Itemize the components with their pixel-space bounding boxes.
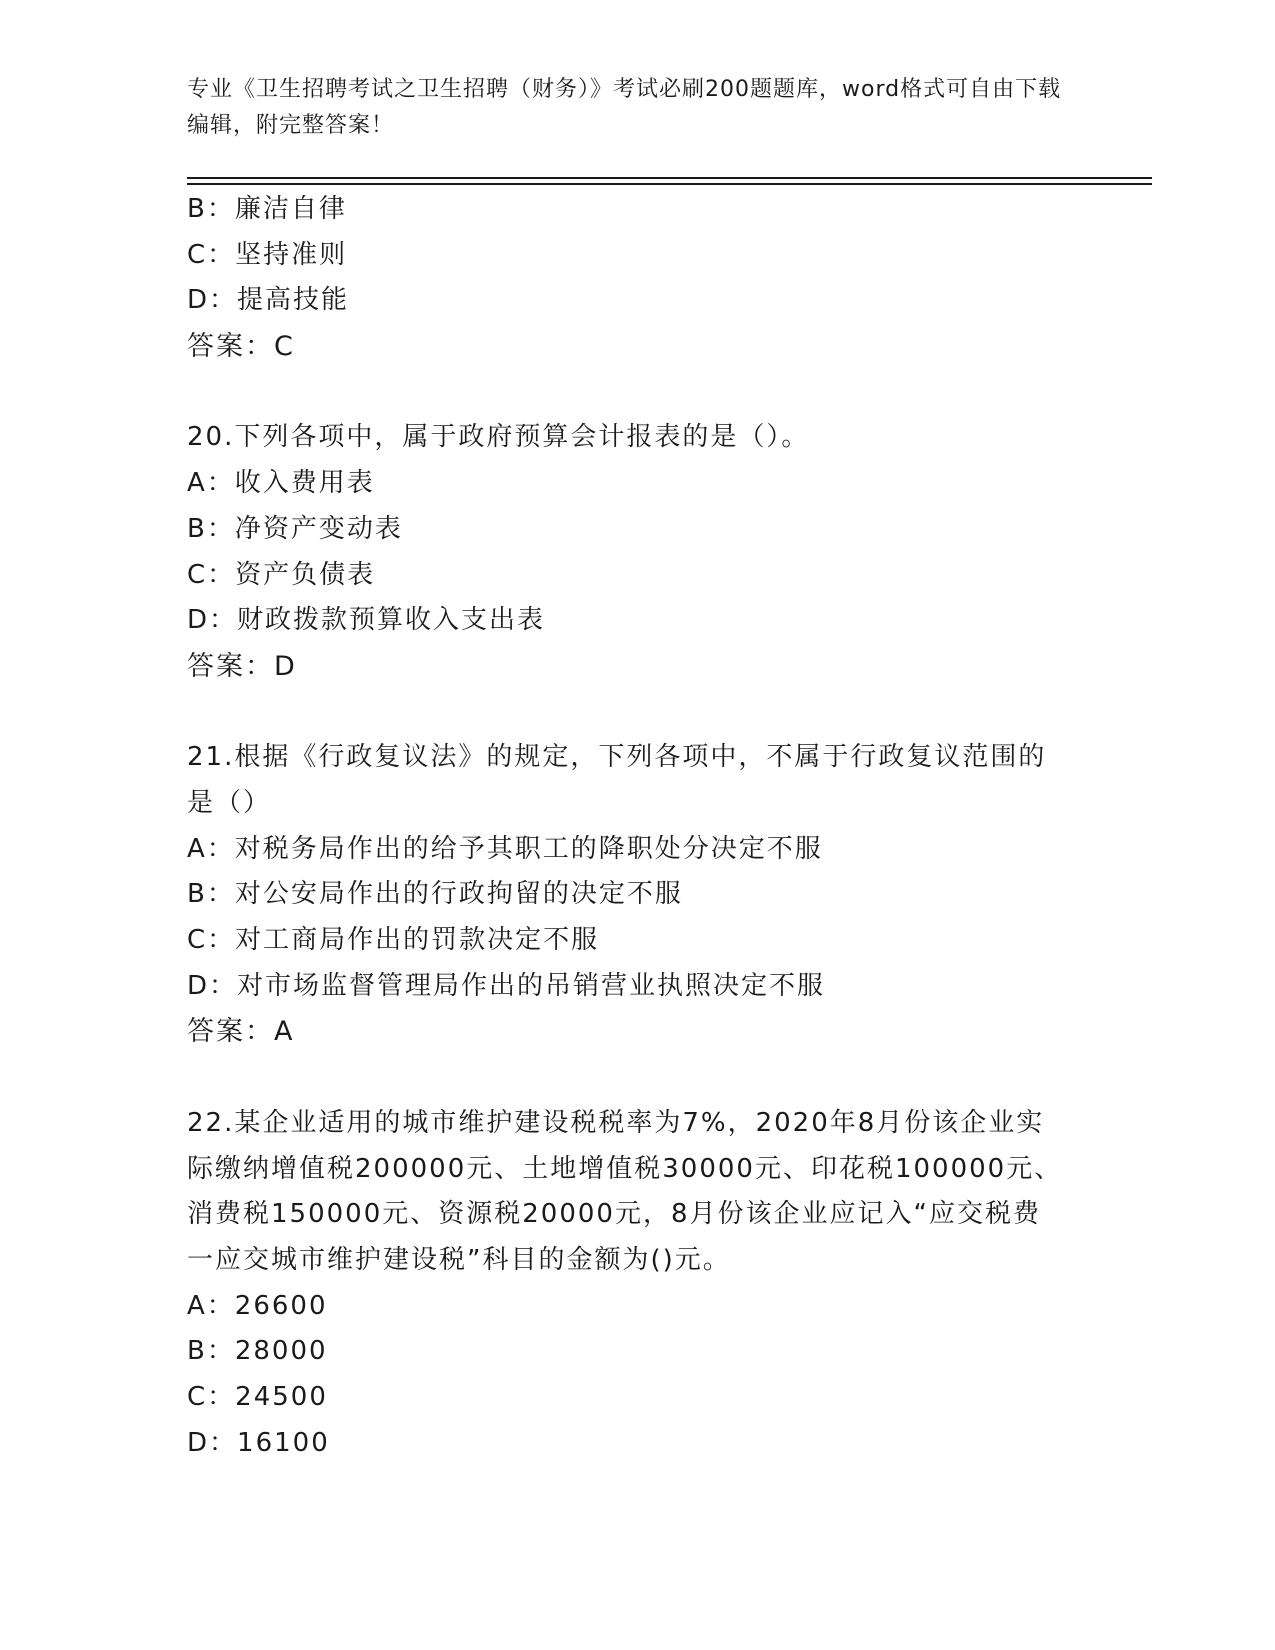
question-list: [187, 187, 1067, 1466]
spacer: [187, 370, 1067, 416]
option-a: A：对税务局作出的给予其职工的降职处分决定不服: [187, 833, 823, 864]
answer-19: 答案：C: [187, 331, 295, 363]
option-c: C：对工商局作出的罚款决定不服: [187, 925, 600, 956]
option-a: A：收入费用表: [187, 468, 375, 499]
option-c: C：资产负债表: [187, 559, 376, 590]
question-19-tail: [187, 187, 1067, 370]
spacer: [187, 1055, 1067, 1101]
option-c: C：坚持准则: [187, 239, 348, 270]
question-21: [187, 735, 1067, 1055]
option-b: B：净资产变动表: [187, 513, 403, 544]
option-d: D：16100: [187, 1427, 330, 1458]
option-b: B：28000: [187, 1336, 328, 1367]
header-divider-bottom: [187, 183, 1152, 185]
question-22: [187, 1101, 1067, 1467]
answer-20: 答案：D: [187, 650, 297, 682]
option-a: A：26600: [187, 1290, 328, 1321]
question-stem: 22.某企业适用的城市维护建设税税率为7%，2020年8月份该企业实际缴纳增值税200000元、土地增值税30000元、印花税100000元、消费税150000元、资源税20000元，8月份该企业应记入“应交税费一应交城市维护建设税”科目的金额为()元。: [187, 1107, 1063, 1275]
option-d: D：财政拨款预算收入支出表: [187, 605, 546, 636]
option-c: C：24500: [187, 1381, 328, 1412]
option-b: B：对公安局作出的行政拘留的决定不服: [187, 879, 683, 910]
option-d: D：对市场监督管理局作出的吊销营业执照决定不服: [187, 970, 826, 1001]
answer-21: 答案：A: [187, 1016, 295, 1048]
question-20: [187, 415, 1067, 689]
question-stem: 20.下列各项中，属于政府预算会计报表的是（）。: [187, 422, 810, 453]
question-stem: 21.根据《行政复议法》的规定，下列各项中，不属于行政复议范围的是（）: [187, 742, 1047, 818]
header-divider-top: [187, 177, 1152, 179]
option-d: D：提高技能: [187, 285, 350, 316]
spacer: [187, 690, 1067, 736]
option-b: B：廉洁自律: [187, 194, 347, 224]
document-header: 专业《卫生招聘考试之卫生招聘（财务）》考试必刷200题题库，word格式可自由下载编辑，附完整答案！: [187, 77, 1062, 138]
